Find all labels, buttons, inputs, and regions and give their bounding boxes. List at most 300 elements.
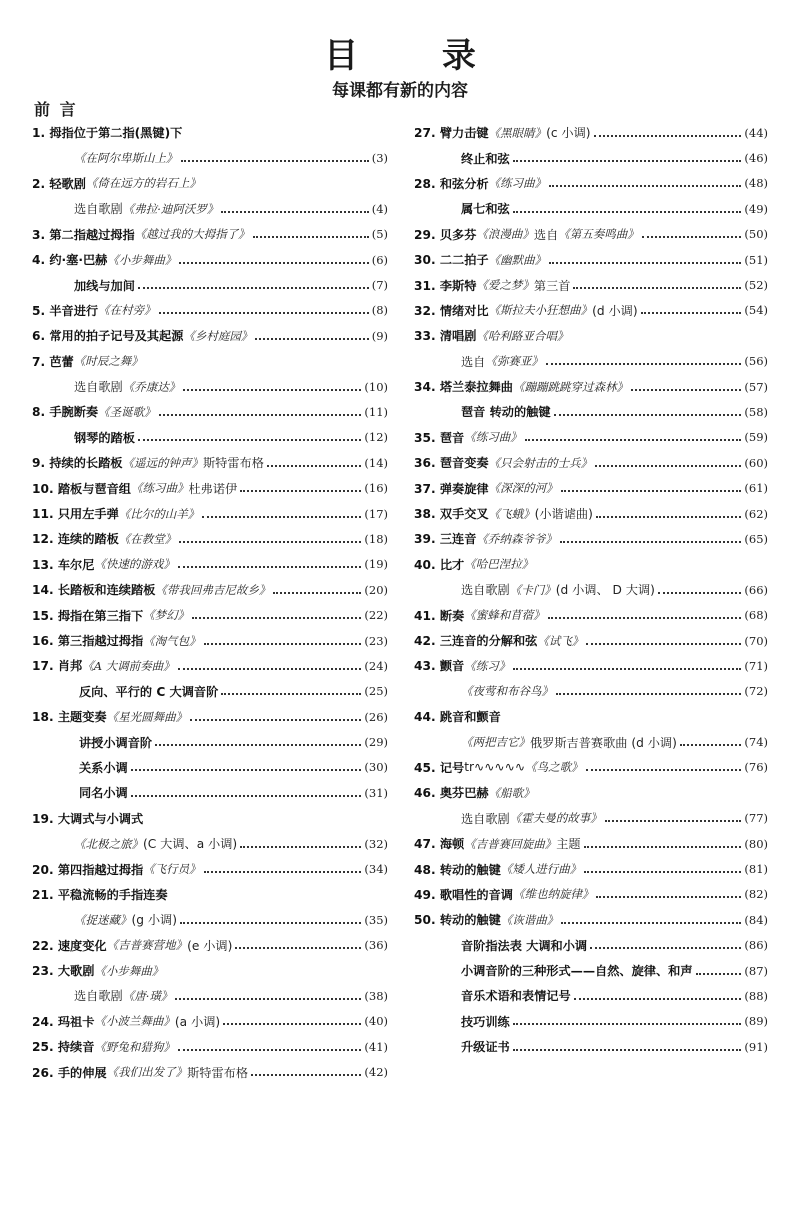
toc-entry	[32, 272, 388, 297]
entry-title: 41. 断奏	[414, 608, 465, 623]
page-number: (66)	[744, 582, 768, 597]
toc-entry	[414, 628, 768, 653]
entry-title: 32. 情绪对比	[414, 303, 489, 318]
piece-title: 《弥赛亚》	[485, 354, 543, 369]
piece-title: 《我们出发了》	[106, 1065, 188, 1080]
toc-entry	[32, 602, 388, 627]
toc-entry	[32, 577, 388, 602]
entry-note: 选自歌剧	[74, 202, 123, 217]
page-number: (72)	[744, 684, 768, 699]
piece-title: 《矮人进行曲》	[500, 862, 582, 877]
dot-leader	[513, 1023, 742, 1025]
entry-title: 47. 海顿	[414, 837, 465, 852]
toc-entry	[414, 399, 768, 424]
page-number: (62)	[744, 506, 768, 521]
entry-note: 选自歌剧	[461, 583, 510, 598]
entry-note: 选自歌剧	[74, 380, 123, 395]
dot-leader	[138, 287, 369, 289]
toc-entry	[32, 729, 388, 754]
entry-title: 终止和弦	[461, 151, 510, 166]
piece-title: 《黑眼睛》	[488, 125, 547, 140]
toc-entry	[414, 552, 768, 577]
toc-entry	[414, 755, 768, 780]
dot-leader	[240, 846, 361, 848]
entry-note: 杜弗诺伊	[188, 481, 238, 496]
page-number: (17)	[364, 506, 388, 521]
toc-entry	[414, 933, 768, 958]
page-number: (65)	[744, 531, 768, 546]
toc-entry	[32, 628, 388, 653]
page-number: (82)	[744, 887, 768, 902]
piece-title: 《两把吉它》	[461, 735, 530, 750]
toc-entry	[32, 983, 388, 1008]
entry-title: 加线与加间	[74, 278, 135, 293]
toc-entry	[32, 349, 388, 374]
dot-leader	[138, 439, 361, 441]
page-number: (52)	[744, 278, 768, 293]
piece-title: 《鸟之歌》	[525, 760, 583, 775]
entry-title: 23. 大歌剧	[32, 964, 95, 979]
entry-note: 斯特雷布格	[187, 1065, 249, 1080]
toc-entry	[32, 780, 388, 805]
page-number: (19)	[364, 557, 388, 572]
piece-title: 《爱之梦》	[476, 278, 534, 293]
toc-entry	[414, 907, 768, 932]
piece-title: 《只会射击的士兵》	[488, 455, 593, 470]
toc-entry	[414, 222, 768, 247]
entry-title: 39. 三连音	[414, 532, 477, 547]
dot-leader	[513, 668, 741, 670]
page-subtitle: 每课都有新的内容	[332, 81, 468, 101]
toc-entry	[32, 298, 388, 323]
toc-entry	[32, 907, 388, 932]
dot-leader	[178, 566, 361, 568]
toc-entry	[414, 602, 768, 627]
dot-leader	[548, 617, 742, 619]
piece-title: 《野兔和猎狗》	[94, 1039, 175, 1054]
dot-leader	[658, 592, 741, 594]
entry-note: (c 小调)	[546, 126, 591, 141]
dot-leader	[560, 541, 741, 543]
dot-leader	[192, 617, 361, 619]
piece-title: 《乔康达》	[122, 379, 181, 394]
toc-entry	[414, 653, 768, 678]
page-number: (74)	[744, 735, 768, 750]
toc-entry	[414, 323, 768, 348]
piece-title: 《在阿尔卑斯山上》	[74, 151, 178, 166]
entry-title: 19. 大调式与小调式	[32, 811, 144, 826]
page-number: (44)	[744, 125, 768, 140]
page-number: (8)	[371, 303, 388, 318]
dot-leader	[240, 490, 361, 492]
piece-title: 《哈利路亚合唱》	[476, 328, 569, 343]
entry-title: 讲授小调音阶	[79, 735, 153, 750]
piece-title: 《深深的河》	[488, 481, 558, 496]
dot-leader	[596, 896, 741, 898]
toc-entry	[32, 1059, 388, 1084]
dot-leader	[513, 1049, 742, 1051]
toc-entry	[414, 704, 768, 729]
entry-title: 30. 二二拍子	[414, 253, 489, 268]
dot-leader	[574, 998, 742, 1000]
entry-title: 20. 第四指越过拇指	[32, 862, 144, 877]
dot-leader	[546, 363, 742, 365]
piece-title: 《在教堂》	[118, 531, 177, 546]
piece-title: 《带我回弗吉尼故乡》	[155, 582, 271, 597]
entry-note: 俄罗斯吉普赛歌曲 (d 小调)	[530, 735, 677, 750]
entry-title: 7. 芭蕾	[32, 354, 74, 369]
page-number: (58)	[744, 404, 768, 419]
dot-leader	[513, 160, 742, 162]
dot-leader	[631, 389, 741, 391]
toc-entry	[32, 222, 388, 247]
piece-title: 《淘气包》	[143, 633, 201, 648]
page-number: (4)	[371, 201, 388, 216]
page-number: (68)	[744, 608, 768, 623]
entry-title: 24. 玛祖卡	[32, 1014, 95, 1029]
piece-title: 《倚在远方的岩石上》	[85, 176, 201, 191]
dot-leader	[178, 668, 362, 670]
page-number: (30)	[364, 760, 388, 775]
piece-title: 《A 大调前奏曲》	[82, 658, 175, 673]
piece-title: 《练习》	[464, 658, 511, 673]
entry-title: 4. 约·塞·巴赫	[32, 253, 108, 268]
piece-title: 《弗拉·迪阿沃罗》	[122, 201, 219, 216]
page-number: (81)	[744, 862, 768, 877]
dot-leader	[221, 211, 368, 213]
toc-entry	[414, 247, 768, 272]
page-number: (35)	[364, 912, 388, 927]
piece-title: 《越过我的大拇指了》	[134, 227, 250, 242]
entry-title: 同名小调	[79, 786, 128, 801]
dot-leader	[204, 871, 362, 873]
dot-leader	[223, 1023, 361, 1025]
page-number: (12)	[364, 430, 388, 445]
dot-leader	[586, 769, 742, 771]
entry-title: 13. 车尔尼	[32, 557, 95, 572]
page-number: (25)	[364, 684, 388, 699]
toc-entry	[414, 145, 768, 170]
dot-leader	[202, 516, 361, 518]
piece-title: 《捉迷藏》	[74, 912, 132, 927]
piece-title: 《时辰之舞》	[73, 354, 143, 369]
page-number: (10)	[364, 379, 388, 394]
piece-title: 《蜜蜂和苜蓿》	[464, 608, 545, 623]
piece-title: 《圣诞歌》	[98, 404, 156, 419]
piece-title: 《夜莺和布谷鸟》	[461, 684, 553, 699]
entry-title: 反向、平行的 C 大调音阶	[79, 684, 219, 699]
entry-title: 21. 平稳流畅的手指连奏	[32, 887, 168, 902]
preface-heading: 前 言	[34, 100, 78, 119]
piece-title: 《唐·璜》	[122, 988, 173, 1003]
piece-title: 《飞蛾》	[488, 506, 535, 521]
page-number: (22)	[364, 608, 388, 623]
toc-entry	[32, 806, 388, 831]
entry-title: 28. 和弦分析	[414, 176, 489, 191]
dot-leader	[235, 947, 361, 949]
piece-title: 《北极之旅》	[74, 836, 143, 851]
toc-entry	[32, 374, 388, 399]
dot-leader	[680, 744, 742, 746]
page-number: (91)	[744, 1039, 768, 1054]
page-number: (18)	[364, 531, 388, 546]
entry-title: 40. 比才	[414, 557, 465, 572]
piece-title: 《维也纳旋律》	[512, 887, 594, 902]
piece-title: 《霍夫曼的故事》	[509, 811, 602, 826]
toc-left-column	[32, 120, 388, 1085]
entry-title: 22. 速度变化	[32, 938, 107, 953]
piece-title: 《浪漫曲》	[476, 227, 534, 242]
toc-entry	[32, 552, 388, 577]
page-number: (57)	[744, 379, 768, 394]
entry-title: 38. 双手交叉	[414, 507, 489, 522]
toc-entry	[32, 856, 388, 881]
entry-title: 45. 记号	[414, 760, 465, 775]
toc-entry	[414, 374, 768, 399]
entry-note: (C 大调、a 小调)	[143, 837, 238, 852]
toc-entry	[32, 1034, 388, 1059]
toc-entry	[414, 958, 768, 983]
entry-title: 48. 转动的触键	[414, 862, 501, 877]
toc-entry	[414, 1009, 768, 1034]
toc-entry	[414, 501, 768, 526]
piece-title: 《练习曲》	[130, 481, 189, 496]
piece-title: 《第五奏鸣曲》	[558, 227, 639, 242]
page-number: (38)	[364, 988, 388, 1003]
toc-entry	[414, 1034, 768, 1059]
toc-entry	[32, 399, 388, 424]
page-number: (48)	[744, 176, 768, 191]
piece-title: 《吉普赛回旋曲》	[464, 836, 557, 851]
page-number: (84)	[744, 912, 768, 927]
entry-note: (a 小调)	[174, 1014, 221, 1029]
toc-entry	[414, 171, 768, 196]
entry-note: (g 小调)	[131, 913, 177, 928]
dot-leader	[267, 465, 361, 467]
page-number: (14)	[364, 455, 388, 470]
piece-title: 《船歌》	[488, 785, 535, 800]
dot-leader	[179, 541, 361, 543]
dot-leader	[594, 135, 742, 137]
toc-entry	[32, 247, 388, 272]
page-number: (41)	[364, 1039, 388, 1054]
page-number: (50)	[744, 227, 768, 242]
page-number: (40)	[364, 1014, 388, 1029]
toc-entry	[32, 501, 388, 526]
toc-entry	[414, 729, 768, 754]
dot-leader	[204, 643, 362, 645]
entry-note: (d 小调)	[592, 303, 638, 318]
entry-title: 9. 持续的长踏板	[32, 456, 123, 471]
page-number: (80)	[744, 836, 768, 851]
page-number: (23)	[364, 633, 388, 648]
entry-note: (e 小调)	[187, 938, 233, 953]
piece-title: 《吉普赛营地》	[106, 938, 188, 953]
entry-title: 29. 贝多芬	[414, 227, 477, 242]
entry-title: 14. 长踏板和连续踏板	[32, 583, 156, 598]
toc-entry	[32, 526, 388, 551]
dot-leader	[273, 592, 361, 594]
page-number: (5)	[371, 227, 388, 242]
page-number: (54)	[744, 303, 768, 318]
dot-leader	[549, 185, 741, 187]
dot-leader	[131, 769, 362, 771]
page-number: (31)	[364, 785, 388, 800]
toc-entry	[414, 425, 768, 450]
entry-title: 琶音 转动的触键	[461, 405, 551, 420]
toc-entry	[414, 272, 768, 297]
toc-entry	[32, 882, 388, 907]
page-number: (29)	[364, 735, 388, 750]
page-number: (86)	[744, 938, 768, 953]
toc-entry	[32, 1009, 388, 1034]
page-number: (70)	[744, 633, 768, 648]
entry-note: 斯特雷布格	[202, 456, 264, 471]
toc-entry	[414, 196, 768, 221]
toc-entry	[414, 577, 768, 602]
piece-title: 《幽默曲》	[488, 252, 547, 267]
entry-title: 6. 常用的拍子记号及其起源	[32, 329, 184, 344]
piece-title: 《遥远的钟声》	[122, 455, 203, 470]
entry-note: tr∿∿∿∿∿	[464, 760, 526, 775]
page-number: (76)	[744, 760, 768, 775]
entry-title: 33. 清唱剧	[414, 329, 477, 344]
toc-entry	[414, 120, 768, 145]
entry-title: 16. 第三指越过拇指	[32, 634, 144, 648]
entry-title: 10. 踏板与琶音组	[32, 481, 131, 496]
entry-title: 5. 半音进行	[32, 303, 99, 318]
entry-title: 3. 第二指越过拇指	[32, 227, 135, 242]
page-number: (88)	[744, 988, 768, 1003]
toc-entry	[32, 958, 388, 983]
toc-entry	[32, 450, 388, 475]
dot-leader	[561, 922, 741, 924]
entry-title: 49. 歌唱性的音调	[414, 887, 513, 902]
page-number: (3)	[371, 151, 388, 166]
dot-leader	[549, 262, 741, 264]
dot-leader	[159, 414, 362, 416]
entry-note: 选自	[533, 227, 559, 242]
entry-note: 选自歌剧	[74, 989, 123, 1004]
toc-entry	[414, 780, 768, 805]
entry-title: 技巧训练	[461, 1014, 510, 1029]
dot-leader	[561, 490, 742, 492]
dot-leader	[131, 795, 362, 797]
page-number: (20)	[364, 582, 388, 597]
toc-entry	[414, 831, 768, 856]
dot-leader	[181, 160, 369, 162]
entry-title: 26. 手的伸展	[32, 1065, 107, 1080]
page-number: (7)	[371, 278, 388, 293]
entry-title: 34. 塔兰泰拉舞曲	[414, 380, 513, 395]
dot-leader	[584, 871, 741, 873]
dot-leader	[178, 1049, 361, 1051]
dot-leader	[255, 338, 368, 340]
entry-title: 31. 李斯特	[414, 278, 477, 293]
toc-entry	[32, 323, 388, 348]
dot-leader	[696, 973, 742, 975]
entry-title: 43. 颤音	[414, 659, 465, 674]
toc-entry	[32, 145, 388, 170]
dot-leader	[525, 439, 742, 441]
dot-leader	[513, 211, 742, 213]
dot-leader	[190, 719, 361, 721]
piece-title: 《卡门》	[509, 582, 556, 597]
toc-entry	[414, 349, 768, 374]
entry-title: 42. 三连音的分解和弦	[414, 634, 538, 648]
page-title: 目 录	[324, 36, 512, 76]
piece-title: 《快速的游戏》	[94, 557, 175, 572]
page-number: (77)	[744, 811, 768, 826]
piece-title: 《比尔的山羊》	[118, 506, 200, 521]
dot-leader	[221, 693, 361, 695]
page-number: (24)	[364, 658, 388, 673]
toc-entry	[414, 806, 768, 831]
entry-title: 46. 奥芬巴赫	[414, 786, 489, 801]
page-number: (51)	[744, 252, 768, 267]
entry-title: 升级证书	[461, 1040, 510, 1055]
toc-entry	[32, 653, 388, 678]
dot-leader	[642, 236, 742, 238]
page-number: (9)	[371, 328, 388, 343]
toc-entry	[32, 120, 388, 145]
page-number: (59)	[744, 430, 768, 445]
piece-title: 《诙谐曲》	[500, 912, 559, 927]
dot-leader	[251, 1074, 361, 1076]
entry-title: 1. 拇指位于第二指(黑键)下	[32, 126, 183, 141]
piece-title: 《星光圆舞曲》	[106, 709, 188, 724]
entry-title: 44. 跳音和颤音	[414, 710, 501, 725]
toc-entry	[32, 171, 388, 196]
page-number: (87)	[744, 963, 768, 978]
dot-leader	[595, 465, 741, 467]
toc-entry	[414, 856, 768, 881]
toc-entry	[32, 196, 388, 221]
dot-leader	[605, 820, 742, 822]
entry-title: 小调音阶的三种形式——自然、旋律、和声	[461, 964, 693, 979]
toc-entry	[414, 475, 768, 500]
piece-title: 《小步舞曲》	[107, 252, 177, 267]
entry-title: 35. 琶音	[414, 430, 465, 445]
entry-title: 17. 肖邦	[32, 659, 83, 674]
page-number: (34)	[364, 862, 388, 877]
page-number: (61)	[744, 481, 768, 496]
entry-title: 属七和弦	[461, 202, 510, 217]
entry-title: 15. 拇指在第三指下	[32, 608, 144, 623]
dot-leader	[179, 262, 368, 264]
entry-title: 18. 主题变奏	[32, 710, 107, 725]
dot-leader	[584, 846, 742, 848]
entry-title: 25. 持续音	[32, 1040, 95, 1055]
dot-leader	[183, 389, 361, 391]
entry-title: 36. 琶音变奏	[414, 456, 489, 471]
piece-title: 《哈巴涅拉》	[464, 557, 534, 572]
toc-entry	[32, 755, 388, 780]
piece-title: 《蹦蹦跳跳穿过森林》	[512, 379, 628, 394]
toc-right-column	[414, 120, 768, 1059]
entry-title: 37. 弹奏旋律	[414, 481, 489, 496]
dot-leader	[253, 236, 369, 238]
toc-entry	[32, 704, 388, 729]
entry-title: 音乐术语和表情记号	[461, 989, 571, 1004]
dot-leader	[180, 922, 361, 924]
toc-entry	[414, 526, 768, 551]
dot-leader	[596, 516, 742, 518]
dot-leader	[586, 643, 741, 645]
entry-title: 11. 只用左手弹	[32, 507, 119, 522]
entry-note: (小谐谑曲)	[534, 507, 593, 522]
page-number: (89)	[744, 1014, 768, 1029]
